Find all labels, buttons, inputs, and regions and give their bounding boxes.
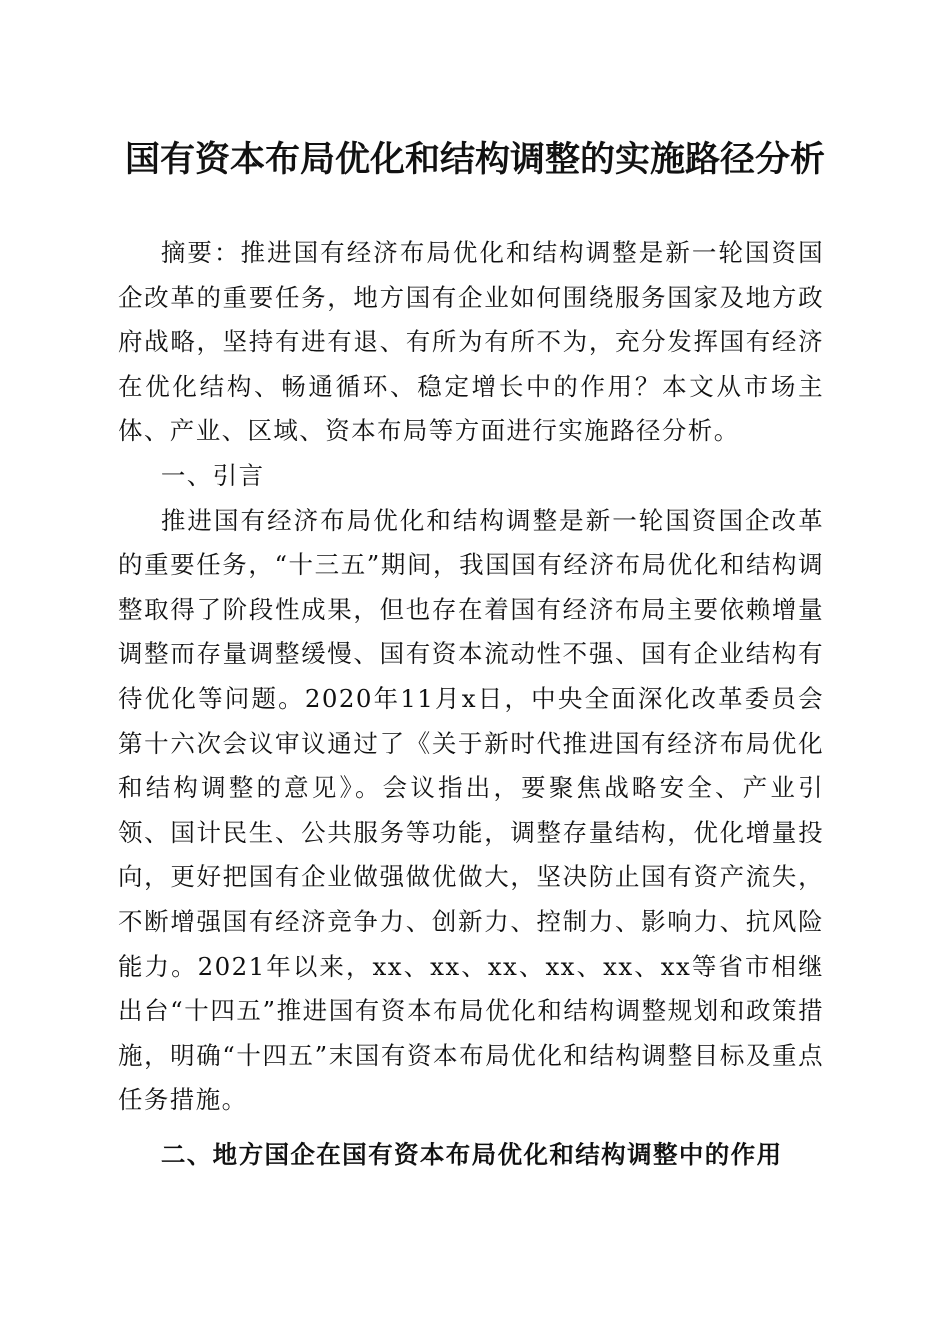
section-heading-introduction: 一、引言 <box>160 460 265 490</box>
document-title: 国有资本布局优化和结构调整的实施路径分析 <box>124 139 825 180</box>
introduction-paragraph: 推进国有经济布局优化和结构调整是新一轮国资国企改革的重要任务，“十三五”期间，我国国有经济布局优化和结构调整取得了阶段性成果，但也存在着国有经济布局主要依赖增量调整而存量调整缓慢、国有资本流动性不强、国有企业结构有待优化等问题。2020年11月x日，中央全面深化改革委员会第十六次会议审议通过了《关于新时代推进国有经济布局优化和结构调整的意见》。会议指出，要聚焦战略安全、产业引领、国计民生、公共服务等功能，调整存量结构，优化增量投向，更好把国有企业做强做优做大，坚决防止国有资产流失，不断增强国有经济竞争力、创新力、控制力、影响力、抗风险能力。2021年以来，xx、xx、xx、xx、xx、xx等省市相继出台“十四五”推进国有资本布局优化和结构调整规划和政策措施，明确“十四五”末国有资本布局优化和结构调整目标及重点任务措施。 <box>118 505 824 1115</box>
abstract-paragraph: 摘要：推进国有经济布局优化和结构调整是新一轮国资国企改革的重要任务，地方国有企业如何围绕服务国家及地方政府战略，坚持有进有退、有所为有所不为，充分发挥国有经济在优化结构、畅通循环、稳定增长中的作用？本文从市场主体、产业、区域、资本布局等方面进行实施路径分析。 <box>118 238 824 446</box>
document-body <box>118 231 824 1177</box>
section-heading-role: 二、地方国企在国有资本布局优化和结构调整中的作用 <box>160 1139 783 1169</box>
